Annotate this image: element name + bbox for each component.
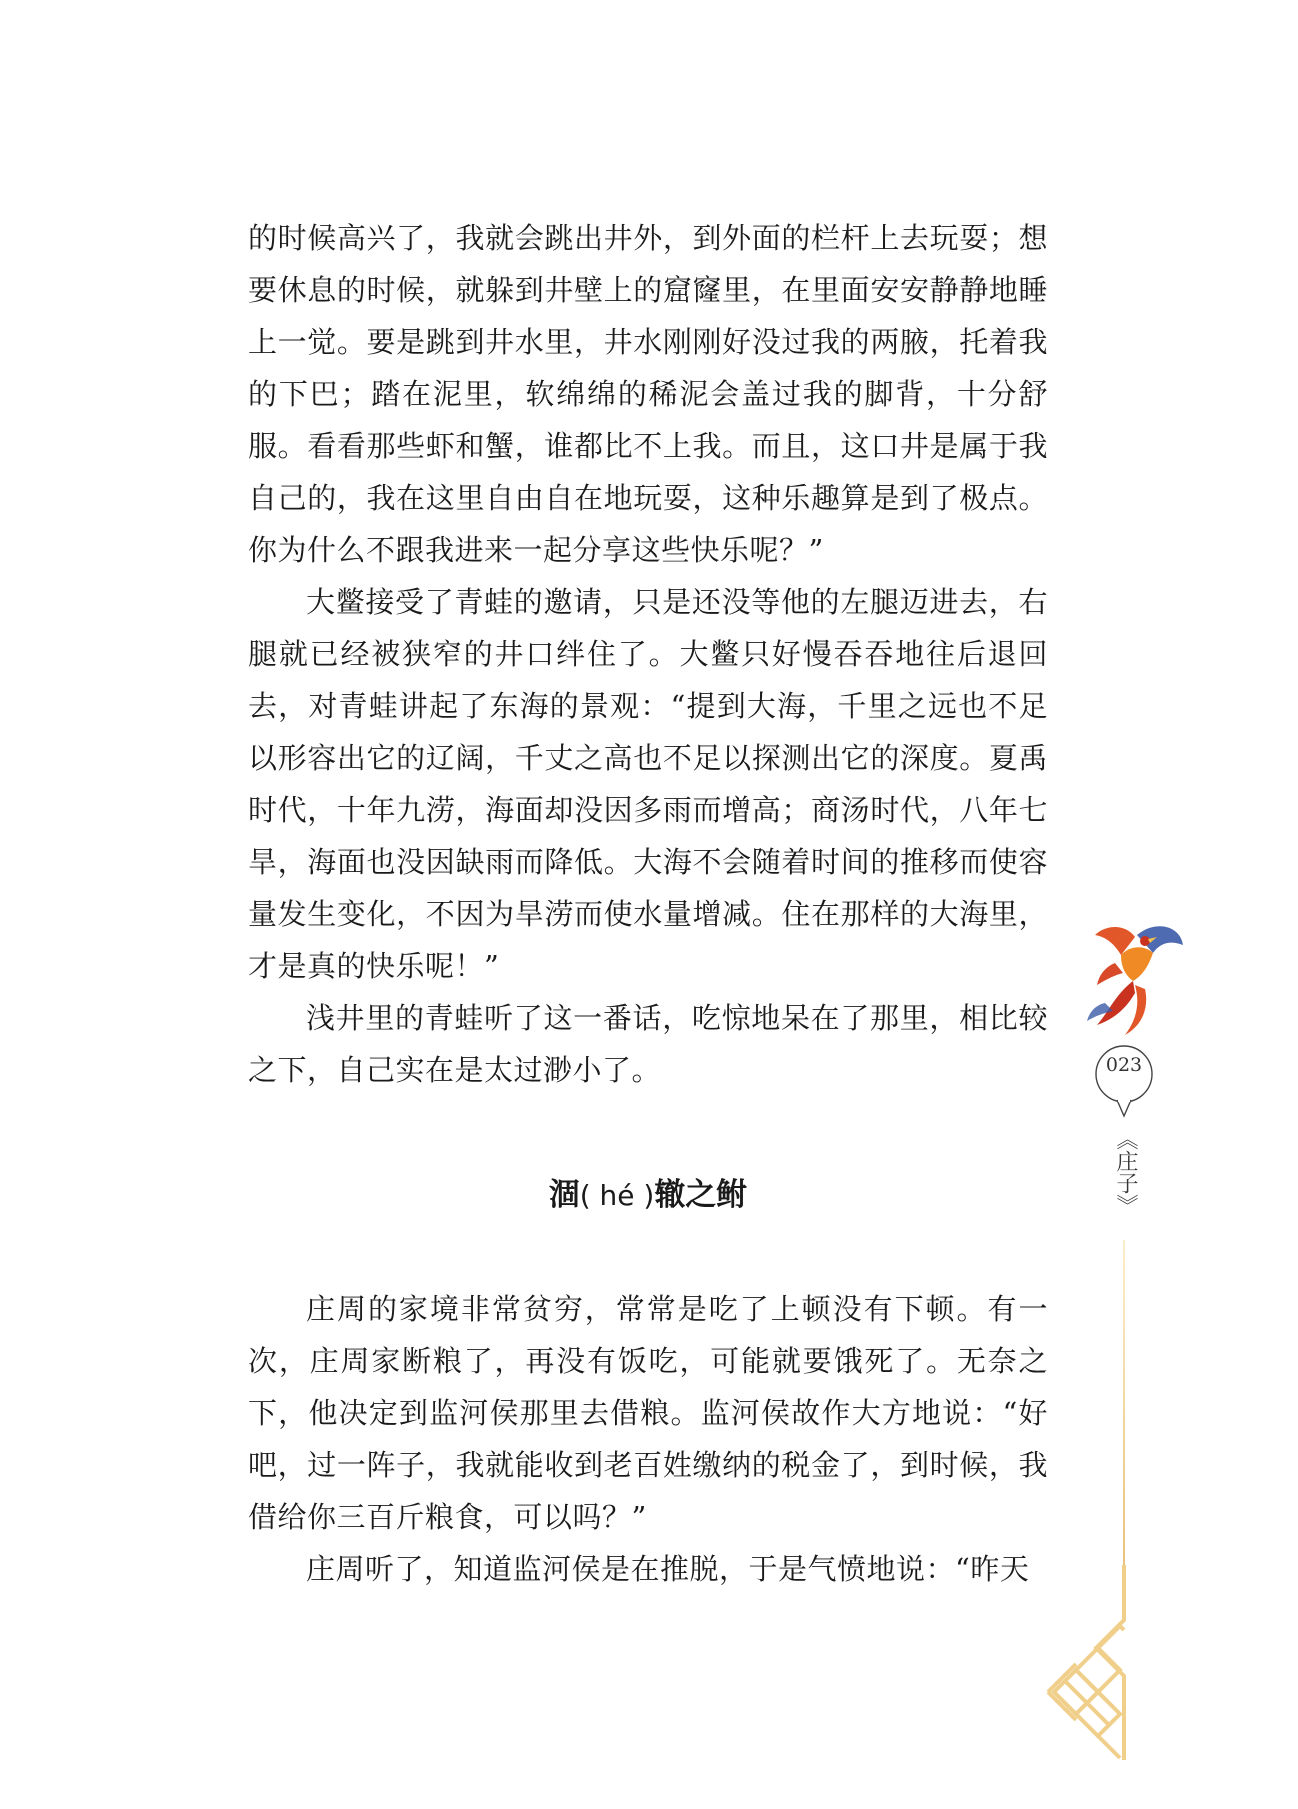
paragraph: 浅井里的青蛙听了这一番话，吃惊地呆在了那里，相比较之下，自己实在是太过渺小了。: [248, 1001, 1048, 1087]
title-char: 涸: [548, 1177, 580, 1213]
story-one-text: [248, 212, 1048, 1096]
paragraph: 庄周的家境非常贫穷，常常是吃了上顿没有下顿。有一次，庄周家断粮了，再没有饭吃，可能就要饿死了。无奈之下，他决定到监河侯那里去借粮。监河侯故作大方地说：“好吧，过一阵子，我就能收到老百姓缴纳的税金了，到时候，我借给你三百斤粮食，可以吗？”: [248, 1292, 1048, 1534]
title-rest: 辙之鲋: [654, 1177, 748, 1213]
phoenix-illustration: [1085, 915, 1185, 1040]
paragraph: 庄周听了，知道监河侯是在推脱，于是气愤地说：“昨天: [306, 1552, 1030, 1586]
section-title: [248, 1170, 1048, 1221]
running-book-title: 《庄子》: [1113, 1128, 1138, 1216]
decorative-rule: [1123, 1240, 1125, 1570]
page-number: 023: [1105, 1054, 1143, 1076]
story-two-text: [248, 1283, 1048, 1595]
paragraph: 的时候高兴了，我就会跳出井外，到外面的栏杆上去玩耍；想要休息的时候，就躲到井壁上的窟窿里，在里面安安静静地睡上一觉。要是跳到井水里，井水刚刚好没过我的两腋，托着我的下巴；踏在泥里，软绵绵的稀泥会盖过我的脚背，十分舒服。看看那些虾和蟹，谁都比不上我。而且，这口井是属于我自己的，我在这里自由自在地玩耍，这种乐趣算是到了极点。你为什么不跟我进来一起分享这些快乐呢？”: [248, 221, 1048, 567]
paragraph: 大鳖接受了青蛙的邀请，只是还没等他的左腿迈进去，右腿就已经被狭窄的井口绊住了。大鳖只好慢吞吞地往后退回去，对青蛙讲起了东海的景观：“提到大海，千里之远也不足以形容出它的辽阔，千丈之高也不足以探测出它的深度。夏禹时代，十年九涝，海面却没因多雨而增高；商汤时代，八年七旱，海面也没因缺雨而降低。大海不会随着时间的推移而使容量发生变化，不因为旱涝而使水量增减。住在那样的大海里，才是真的快乐呢！”: [248, 585, 1048, 983]
title-pinyin: ( hé ): [579, 1179, 655, 1212]
endless-knot-ornament: [1036, 1560, 1136, 1770]
